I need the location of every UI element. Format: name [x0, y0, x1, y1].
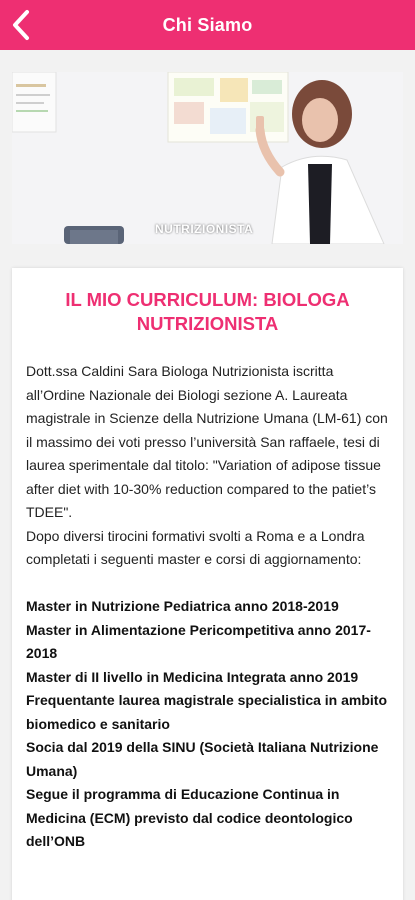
page-title: Chi Siamo — [162, 14, 253, 35]
spacer — [26, 572, 389, 596]
list-item: Master in Alimentazione Pericompetitiva anno 2017-2018 — [26, 621, 371, 661]
curriculum-card — [12, 268, 403, 900]
hero-caption: NUTRIZIONISTA — [155, 222, 254, 236]
curriculum-body — [26, 360, 389, 854]
chevron-left-icon — [10, 9, 34, 41]
list-item: Socia dal 2019 della SINU (Società Italiana Nutrizione Umana) — [26, 739, 379, 779]
hero-photo — [12, 72, 403, 244]
intro-paragraph: Dott.ssa Caldini Sara Biologa Nutrizionista iscritta all’Ordine Nazionale dei Biologi sezione A. Laureata magistrale in Scienze della Nutrizione Umana (LM-61) con il massimo dei voti presso l’università San raffaele, tesi di laurea sperimentale dal titolo: "Variation of adipose tissue after diet with 10-30% reduction compared to the patiet’s TDEE". — [26, 363, 388, 520]
list-item: Master in Nutrizione Pediatrica anno 2018-2019 — [26, 598, 339, 614]
curriculum-title: IL MIO CURRICULUM: BIOLOGA NUTRIZIONISTA — [65, 289, 350, 334]
hero-image — [12, 72, 403, 244]
list-item: Frequentante laurea magistrale specialistica in ambito biomedico e sanitario — [26, 692, 388, 732]
intro-paragraph-2: Dopo diversi tirocini formativi svolti a Roma e a Londra completati i seguenti master e corsi di aggiornamento: — [26, 527, 365, 567]
list-item: Master di II livello in Medicina Integrata anno 2019 — [26, 668, 359, 685]
qualifications-list — [26, 595, 389, 854]
back-button[interactable] — [0, 0, 44, 50]
top-app-bar — [0, 0, 415, 50]
list-item: Segue il programma di Educazione Continua in Medicina (ECM) previsto dal codice deontologico dell’ONB — [26, 786, 353, 849]
